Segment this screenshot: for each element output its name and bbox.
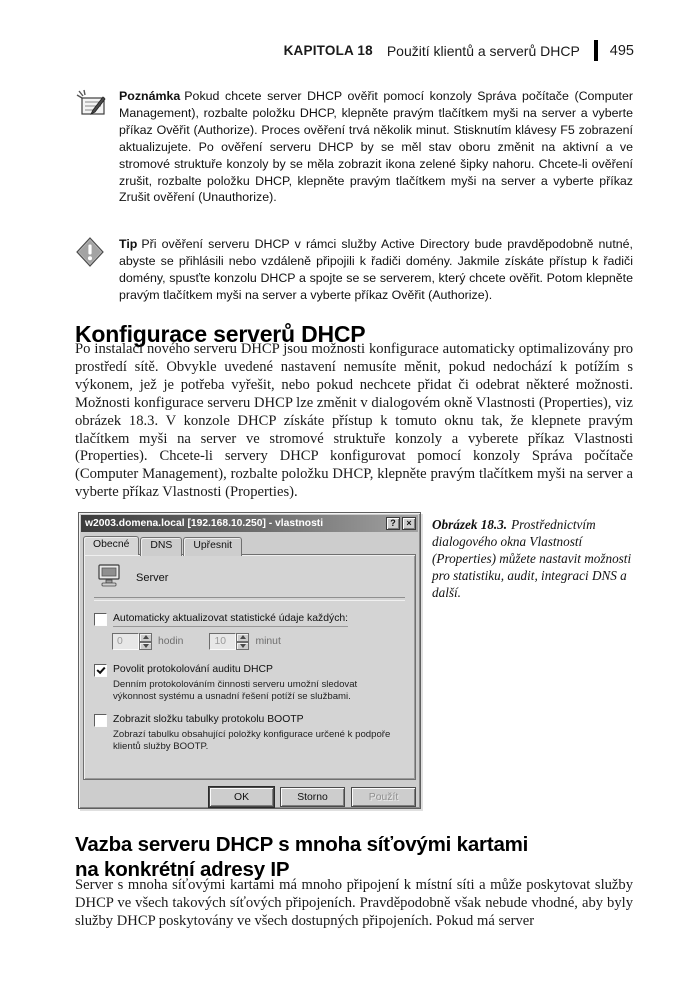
general-tab-panel xyxy=(83,554,416,780)
header-divider xyxy=(594,40,598,61)
hours-value[interactable]: 0 xyxy=(112,633,139,650)
note-body: Pokud chcete server DHCP ověřit pomocí konzoly Správa počítače (Computer Management), rozbalte položku DHCP, klepněte pravým tlačítkem myši na server a vyberte příkaz Ověřit (Authorize). Proces ověření trvá několik minut. Stisknutím klávesy F5 zobrazení aktualizujete. Po ověření serveru DHCP by se měl stav oboru změnit na aktivní a ve stromové struktuře konzoly by se měla zobrazit ikona zelené šipky nahoru. Chcete-li ověření zrušit, rozbalte položku DHCP, klepněte pravým tlačítkem myši na server a vyberte příkaz Zrušit ověření (Unauthorize). xyxy=(119,89,633,205)
server-icon xyxy=(96,563,124,594)
tab-upresnit[interactable]: Upřesnit xyxy=(183,537,242,556)
close-button[interactable]: × xyxy=(402,517,416,530)
body-paragraph-binding: Server s mnoha síťovými kartami má mnoho připojení k místní síti a může poskytovat služby DHCP ve všech takových síťových připojeních. Pravděpodobně však nebude vhodné, aby byly služby DHCP poskytovány ve všech dostupných připojeních. Pokud má server xyxy=(75,877,633,929)
note-paragraph xyxy=(109,88,633,206)
cancel-button[interactable]: Storno xyxy=(280,787,345,807)
minutes-label: minut xyxy=(255,636,281,647)
figure-caption xyxy=(432,516,638,601)
spin-up-icon[interactable] xyxy=(139,633,152,642)
audit-checkbox-row xyxy=(94,663,405,677)
section-heading-binding-line1: Vazba serveru DHCP s mnoha síťovými kartami xyxy=(75,832,529,856)
section-heading-binding xyxy=(75,832,528,882)
tip-label: Tip xyxy=(119,237,138,251)
stats-checkbox-label[interactable]: Automaticky aktualizovat statistické údaje každých: xyxy=(113,612,348,627)
server-label: Server xyxy=(136,572,169,584)
chapter-label: KAPITOLA 18 xyxy=(283,43,373,58)
section-heading-binding-line2: na konkrétní adresy IP xyxy=(75,857,290,881)
minutes-spin-buttons xyxy=(236,633,249,650)
tab-dns[interactable]: DNS xyxy=(140,537,182,556)
interval-controls xyxy=(112,633,405,650)
tip-body: Při ověření serveru DHCP v rámci služby Active Directory bude pravděpodobně nutné, abyste se přihlásili nebo vzdáleně připojili k řadiči domény. Jakmile získáte přístup k řadiči domény, spusťte konzolu DHCP a spojte se se serverem, který chcete ověřit. Potom klepněte pravým tlačítkem myši na server a vyberte příkaz Ověřit (Authorize). xyxy=(119,237,633,302)
hours-stepper[interactable] xyxy=(112,633,152,650)
note-label: Poznámka xyxy=(119,89,181,103)
ok-button[interactable]: OK xyxy=(209,787,274,807)
audit-checkbox[interactable] xyxy=(94,664,107,677)
apply-button[interactable]: Použít xyxy=(351,787,416,807)
hours-label: hodin xyxy=(158,636,184,647)
page-number: 495 xyxy=(609,42,634,59)
stats-checkbox-row xyxy=(94,612,405,627)
note-icon xyxy=(75,89,109,206)
dhcp-properties-dialog xyxy=(78,512,421,809)
section-heading-dhcp-config: Konfigurace serverů DHCP xyxy=(75,321,366,348)
hours-spin-buttons xyxy=(139,633,152,650)
bootp-description: Zobrazí tabulku obsahující položky konfigurace určené k podpoře klientů služby BOOTP. xyxy=(113,729,391,752)
bootp-checkbox[interactable] xyxy=(94,714,107,727)
audit-checkbox-label[interactable]: Povolit protokolování auditu DHCP xyxy=(113,664,273,675)
minutes-value[interactable]: 10 xyxy=(209,633,236,650)
tip-paragraph xyxy=(109,236,633,304)
tip-icon xyxy=(75,237,109,304)
dialog-title: w2003.domena.local [192.168.10.250] - vlastnosti xyxy=(85,518,324,529)
spin-up-icon[interactable] xyxy=(236,633,249,642)
server-row xyxy=(96,565,405,591)
stats-checkbox[interactable] xyxy=(94,613,107,626)
figure-caption-label: Obrázek 18.3. xyxy=(432,517,508,532)
tab-obecne[interactable]: Obecné xyxy=(83,536,139,555)
chapter-title: Použití klientů a serverů DHCP xyxy=(386,42,580,59)
tip-callout xyxy=(75,236,633,304)
spin-down-icon[interactable] xyxy=(139,642,152,651)
minutes-stepper[interactable] xyxy=(209,633,249,650)
spin-down-icon[interactable] xyxy=(236,642,249,651)
bootp-checkbox-row xyxy=(94,713,405,727)
note-callout xyxy=(75,88,633,206)
page-header xyxy=(284,40,634,61)
section-divider xyxy=(94,597,405,601)
dialog-titlebar[interactable] xyxy=(81,515,418,532)
figure-caption-text: Prostřednictvím dialogového okna Vlastností (Properties) můžete nastavit možnosti pro statistiku, audit, integraci DNS a další. xyxy=(432,517,632,600)
dialog-button-row xyxy=(81,787,416,807)
dialog-tabs xyxy=(81,532,418,555)
help-button[interactable]: ? xyxy=(386,517,400,530)
bootp-checkbox-label[interactable]: Zobrazit složku tabulky protokolu BOOTP xyxy=(113,714,304,725)
audit-description: Denním protokolováním činnosti serveru umožní sledovat výkonnost systému a usnadní řešení potíží se službami. xyxy=(113,679,358,702)
body-paragraph-dhcp-config: Po instalaci nového serveru DHCP jsou možnosti konfigurace automaticky optimalizovány pro prostředí sítě. Obvykle uvedené nastavení nemusíte měnit, pokud nedochází k potížím s výkonem, jež je potřeba vyřešit, nebo pokud nechcete přidat či odebrat některé možnosti. Možnosti konfigurace serveru DHCP lze změnit v dialogovém okně Vlastnosti (Properties), viz obrázek 18.3. V konzole DHCP získáte přístup k tomuto oknu tak, že klepnete pravým tlačítkem myši na server ve stromové struktuře konzoly a vyberete příkaz Vlastnosti (Properties). Chcete-li servery DHCP konfigurovat pomocí konzoly Správa počítače (Computer Management), rozbalte položku DHCP, klepněte pravým tlačítkem myši na server a vyberte příkaz Vlastnosti (Properties). xyxy=(75,341,633,501)
